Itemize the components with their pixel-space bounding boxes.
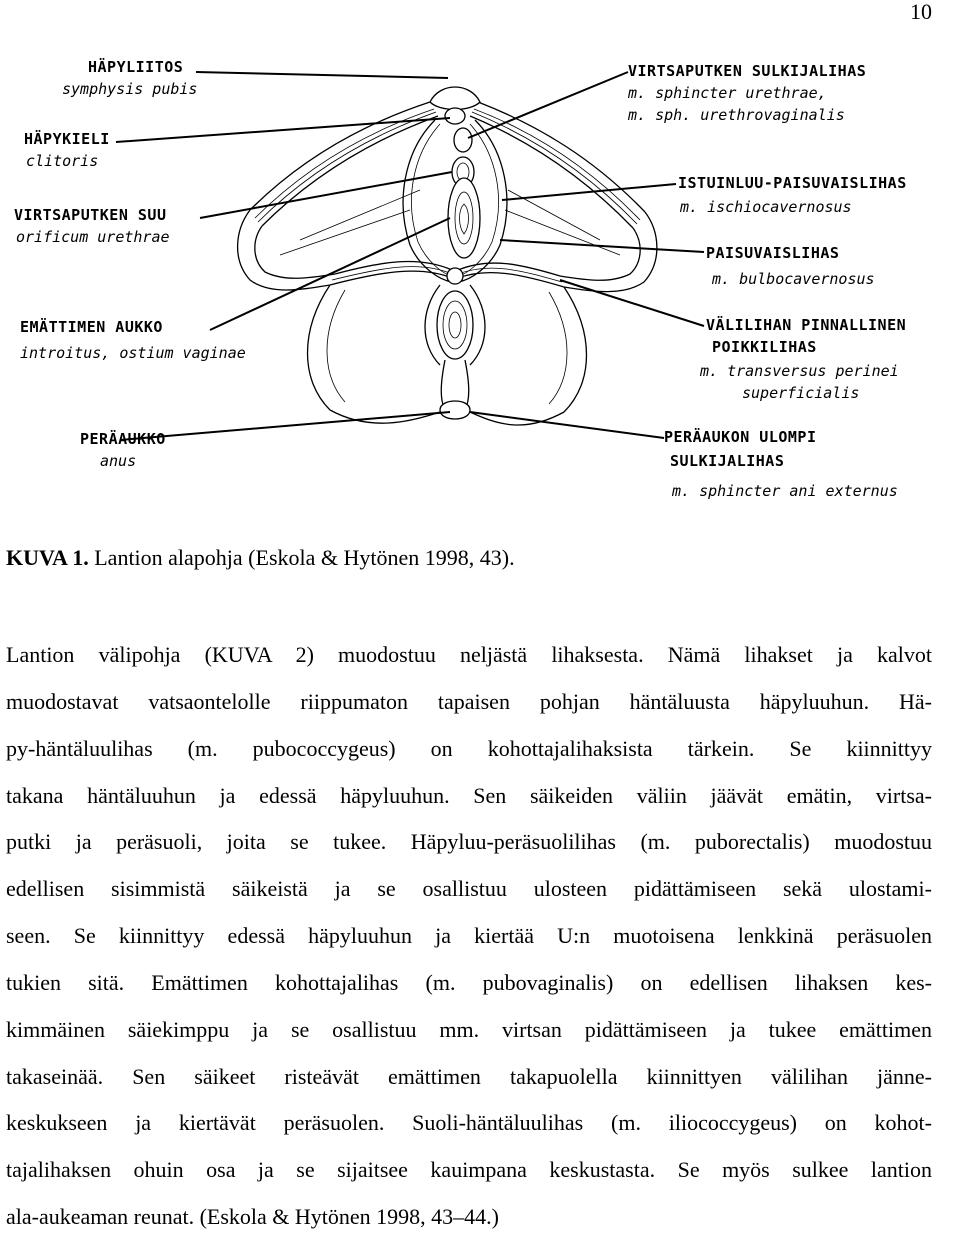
- figure-caption: [6, 543, 926, 573]
- label-ani-fi2: SULKIJALIHAS: [670, 452, 785, 470]
- body-line: ala-aukeaman reunat. (Eskola & Hytönen 1998, 43–44.): [6, 1204, 500, 1230]
- caption-label: KUVA 1.: [6, 545, 89, 570]
- label-ani-la: m. sphincter ani externus: [672, 482, 898, 500]
- body-line: seen. Se kiinnittyy edessä häpyluuhun ja kiertää U:n muotoisena lenkkinä peräsuolen: [6, 923, 932, 949]
- label-ani-fi1: PERÄAUKON ULOMPI: [664, 428, 817, 446]
- body-line: tukien sitä. Emättimen kohottajalihas (m. pubovaginalis) on edellisen lihaksen kes-: [6, 969, 932, 995]
- label-sphincter-urethrae-la1: m. sphincter urethrae,: [628, 84, 827, 102]
- label-urethra-orifice-la: orificum urethrae: [16, 228, 170, 246]
- label-sphincter-urethrae-fi: VIRTSAPUTKEN SULKIJALIHAS: [628, 62, 867, 80]
- pelvic-floor-illustration: [0, 40, 960, 520]
- label-perinei-fi2: POIKKILIHAS: [712, 338, 817, 356]
- label-symphysis-fi: HÄPYLIITOS: [88, 58, 184, 76]
- label-ischio-la: m. ischiocavernosus: [680, 198, 852, 216]
- body-line: Lantion välipohja (KUVA 2) muodostuu neljästä lihaksesta. Nämä lihakset ja kalvot: [6, 642, 932, 667]
- label-bulbo-fi: PAISUVAISLIHAS: [706, 244, 840, 262]
- body-line: keskukseen ja kiertävät peräsuolen. Suoli-häntäluulihas (m. iliococcygeus) on kohot-: [6, 1110, 932, 1136]
- body-line: muodostavat vatsaontelolle riippumaton tapaisen pohjan häntäluusta häpyluuhun. Hä-: [6, 688, 932, 714]
- label-perinei-la2: superficialis: [742, 384, 860, 402]
- label-vagina-la: introitus, ostium vaginae: [20, 344, 246, 362]
- pelvic-floor-drawing: [0, 40, 960, 520]
- label-anus-la: anus: [100, 452, 137, 470]
- body-paragraph: [6, 632, 932, 1241]
- label-clitoris-la: clitoris: [26, 152, 99, 170]
- label-sphincter-urethrae-la2: m. sph. urethrovaginalis: [628, 106, 845, 124]
- label-clitoris-fi: HÄPYKIELI: [24, 130, 110, 148]
- body-line: py-häntäluulihas (m. pubococcygeus) on kohottajalihaksista tärkein. Se kiinnittyy: [6, 735, 932, 761]
- anatomy-drawing: [238, 87, 657, 425]
- label-vagina-fi: EMÄTTIMEN AUKKO: [20, 318, 163, 336]
- caption-text: Lantion alapohja (Eskola & Hytönen 1998, 43).: [88, 545, 515, 570]
- body-line: kimmäinen säiekimppu ja se osallistuu mm. virtsan pidättämiseen ja tukee emättimen: [6, 1016, 932, 1042]
- body-line: takana häntäluuhun ja edessä häpyluuhun. Sen säikeiden väliin jäävät emätin, virtsa-: [6, 782, 932, 808]
- label-anus-fi: PERÄAUKKO: [80, 430, 166, 448]
- label-urethra-orifice-fi: VIRTSAPUTKEN SUU: [14, 206, 167, 224]
- label-bulbo-la: m. bulbocavernosus: [712, 270, 875, 288]
- label-perinei-la1: m. transversus perinei: [700, 362, 899, 380]
- label-ischio-fi: ISTUINLUU-PAISUVAISLIHAS: [678, 174, 907, 192]
- body-line: takaseinää. Sen säikeet risteävät emättimen takapuolella kiinnittyen välilihan jänne-: [6, 1063, 932, 1089]
- body-line: edellisen sisimmistä säikeistä ja se osallistuu ulosteen pidättämiseen sekä ulostami-: [6, 876, 932, 902]
- page-number: 10: [910, 0, 932, 24]
- label-perinei-fi1: VÄLILIHAN PINNALLINEN: [706, 316, 907, 334]
- label-symphysis-la: symphysis pubis: [62, 80, 198, 98]
- body-line: tajalihaksen ohuin osa ja se sijaitsee kauimpana keskustasta. Se myös sulkee lantion: [6, 1157, 932, 1183]
- body-line: putki ja peräsuoli, joita se tukee. Häpyluu-peräsuolilihas (m. puborectalis) muodostuu: [6, 829, 932, 855]
